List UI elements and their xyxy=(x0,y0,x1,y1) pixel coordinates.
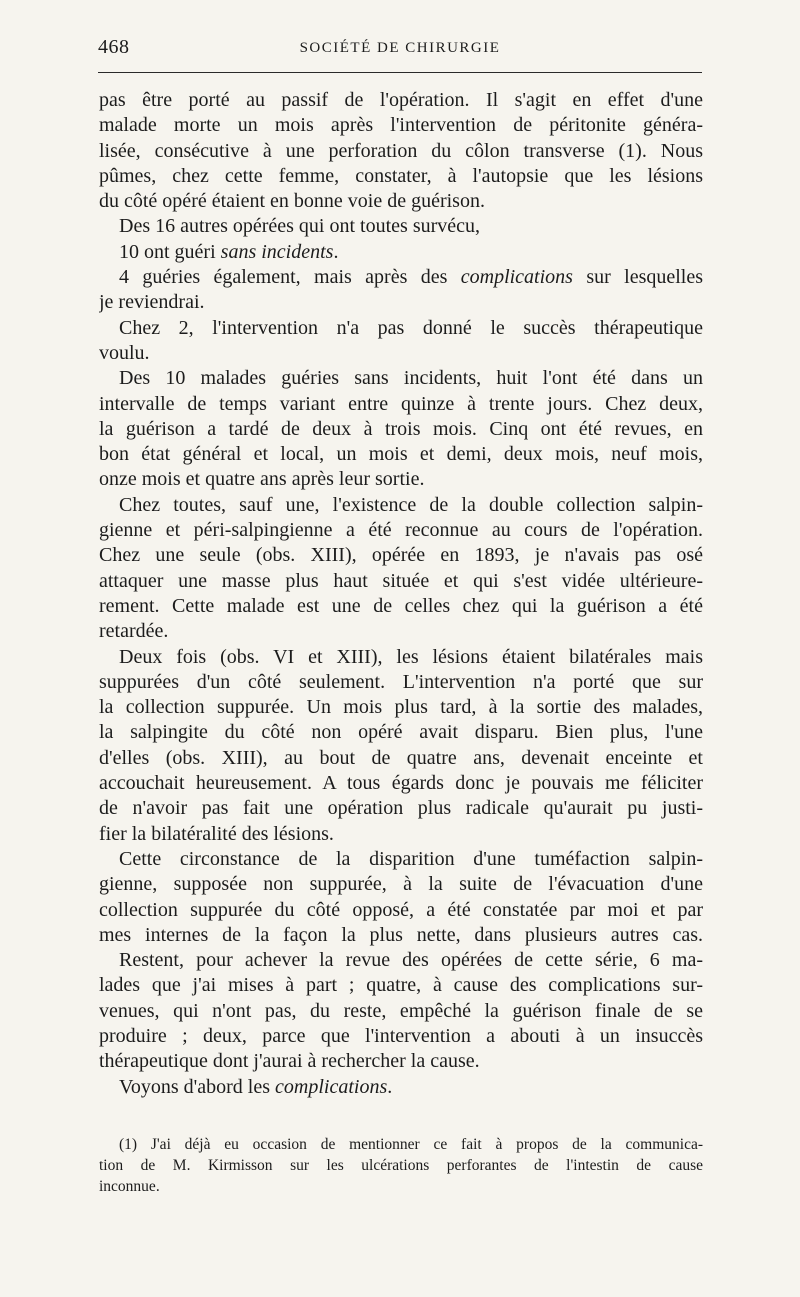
text-line: fier la bilatéralité des lésions. xyxy=(99,822,334,845)
text-line: thérapeutique dont j'aurai à rechercher la cause. xyxy=(99,1050,480,1073)
text-segment: . xyxy=(387,1075,393,1098)
text-line: Restent, pour achever la revue des opérées de cette série, 6 ma- xyxy=(119,949,703,972)
text-line: accouchait heureusement. A tous égards donc je pouvais me féliciter xyxy=(99,772,703,795)
text-line: malade morte un mois après l'intervention de péritonite généra- xyxy=(99,114,703,137)
text-line: Des 16 autres opérées qui ont toutes survécu, xyxy=(119,215,481,238)
text-line: lisée, consécutive à une perforation du côlon transverse (1). Nous xyxy=(99,139,703,162)
text-line: Chez une seule (obs. XIII), opérée en 1893, je n'avais pas osé xyxy=(99,544,703,567)
italic-text: sans incidents xyxy=(220,240,334,263)
text-segment: 4 guéries également, mais après des xyxy=(119,266,461,289)
footnote xyxy=(99,1134,703,1197)
text-line xyxy=(99,265,703,290)
header-rule xyxy=(98,72,702,73)
italic-text: complications xyxy=(275,1075,388,1098)
running-title: SOCIÉTÉ DE CHIRURGIE xyxy=(299,40,501,56)
text-line: la collection suppurée. Un mois plus tard, à la sortie des malades, xyxy=(99,696,703,719)
text-line: gienne et péri-salpingienne a été reconnue au cours de l'opération. xyxy=(99,519,703,542)
text-segment: sur lesquelles xyxy=(572,266,703,289)
footnote-line: tion de M. Kirmisson sur les ulcérations perforantes de l'intestin de cause xyxy=(99,1157,703,1174)
text-line: rement. Cette malade est une de celles chez qui la guérison a été xyxy=(99,594,703,617)
text-line: produire ; deux, parce que l'intervention a abouti à un insuccès xyxy=(99,1024,703,1047)
text-segment: . xyxy=(333,240,339,263)
text-line: gienne, supposée non suppurée, à la suite de l'évacuation d'une xyxy=(99,873,703,896)
footnote-line: (1) J'ai déjà eu occasion de mentionner ce fait à propos de la communica- xyxy=(119,1136,703,1153)
text-line: pas être porté au passif de l'opération. Il s'agit en effet d'une xyxy=(99,89,703,111)
text-line: pûmes, chez cette femme, constater, à l'autopsie que les lésions xyxy=(99,164,703,187)
text-line: Cette circonstance de la disparition d'une tuméfaction salpin- xyxy=(119,847,703,870)
text-line: la salpingite du côté non opéré avait disparu. Bien plus, l'une xyxy=(99,721,703,744)
text-segment: Voyons d'abord les xyxy=(119,1075,276,1098)
text-line: collection suppurée du côté opposé, a été constatée par moi et par xyxy=(99,898,703,921)
text-line: du côté opéré étaient en bonne voie de guérison. xyxy=(99,190,485,213)
text-line: lades que j'ai mises à part ; quatre, à cause des complications sur- xyxy=(99,974,703,997)
body-text xyxy=(99,88,703,1100)
text-line: attaquer une masse plus haut située et qui s'est vidée ultérieure- xyxy=(99,569,703,592)
page-number: 468 xyxy=(98,36,130,58)
italic-text: complications xyxy=(460,266,573,289)
text-line: venues, qui n'ont pas, du reste, empêché la guérison finale de se xyxy=(99,999,703,1022)
text-line: mes internes de la façon la plus nette, dans plusieurs autres cas. xyxy=(99,923,703,946)
text-line: de n'avoir pas fait une opération plus radicale qu'aurait pu justi- xyxy=(99,797,703,820)
text-line: Des 10 malades guéries sans incidents, huit l'ont été dans un xyxy=(119,367,703,390)
text-segment: 10 ont guéri xyxy=(119,240,221,263)
page-header xyxy=(98,32,702,64)
text-line: Deux fois (obs. VI et XIII), les lésions étaient bilatérales mais xyxy=(119,645,703,668)
text-line: intervalle de temps variant entre quinze à trente jours. Chez deux, xyxy=(99,392,703,415)
text-line xyxy=(99,1075,703,1100)
text-line: bon état général et local, un mois et demi, deux mois, neuf mois, xyxy=(99,443,703,466)
text-line: voulu. xyxy=(99,341,150,364)
text-line: d'elles (obs. XIII), au bout de quatre ans, devenait enceinte et xyxy=(99,746,703,769)
footnote-line: inconnue. xyxy=(99,1178,160,1195)
text-line: retardée. xyxy=(99,620,169,643)
text-line: onze mois et quatre ans après leur sortie. xyxy=(99,468,425,491)
text-line: suppurées d'un côté seulement. L'intervention n'a porté que sur xyxy=(99,670,703,693)
text-line: Chez 2, l'intervention n'a pas donné le succès thérapeutique xyxy=(119,316,703,339)
text-line: Chez toutes, sauf une, l'existence de la double collection salpin- xyxy=(119,493,703,516)
text-line xyxy=(99,240,703,265)
text-line: la guérison a tardé de deux à trois mois. Cinq ont été revues, en xyxy=(99,417,703,440)
text-line: je reviendrai. xyxy=(99,291,205,314)
